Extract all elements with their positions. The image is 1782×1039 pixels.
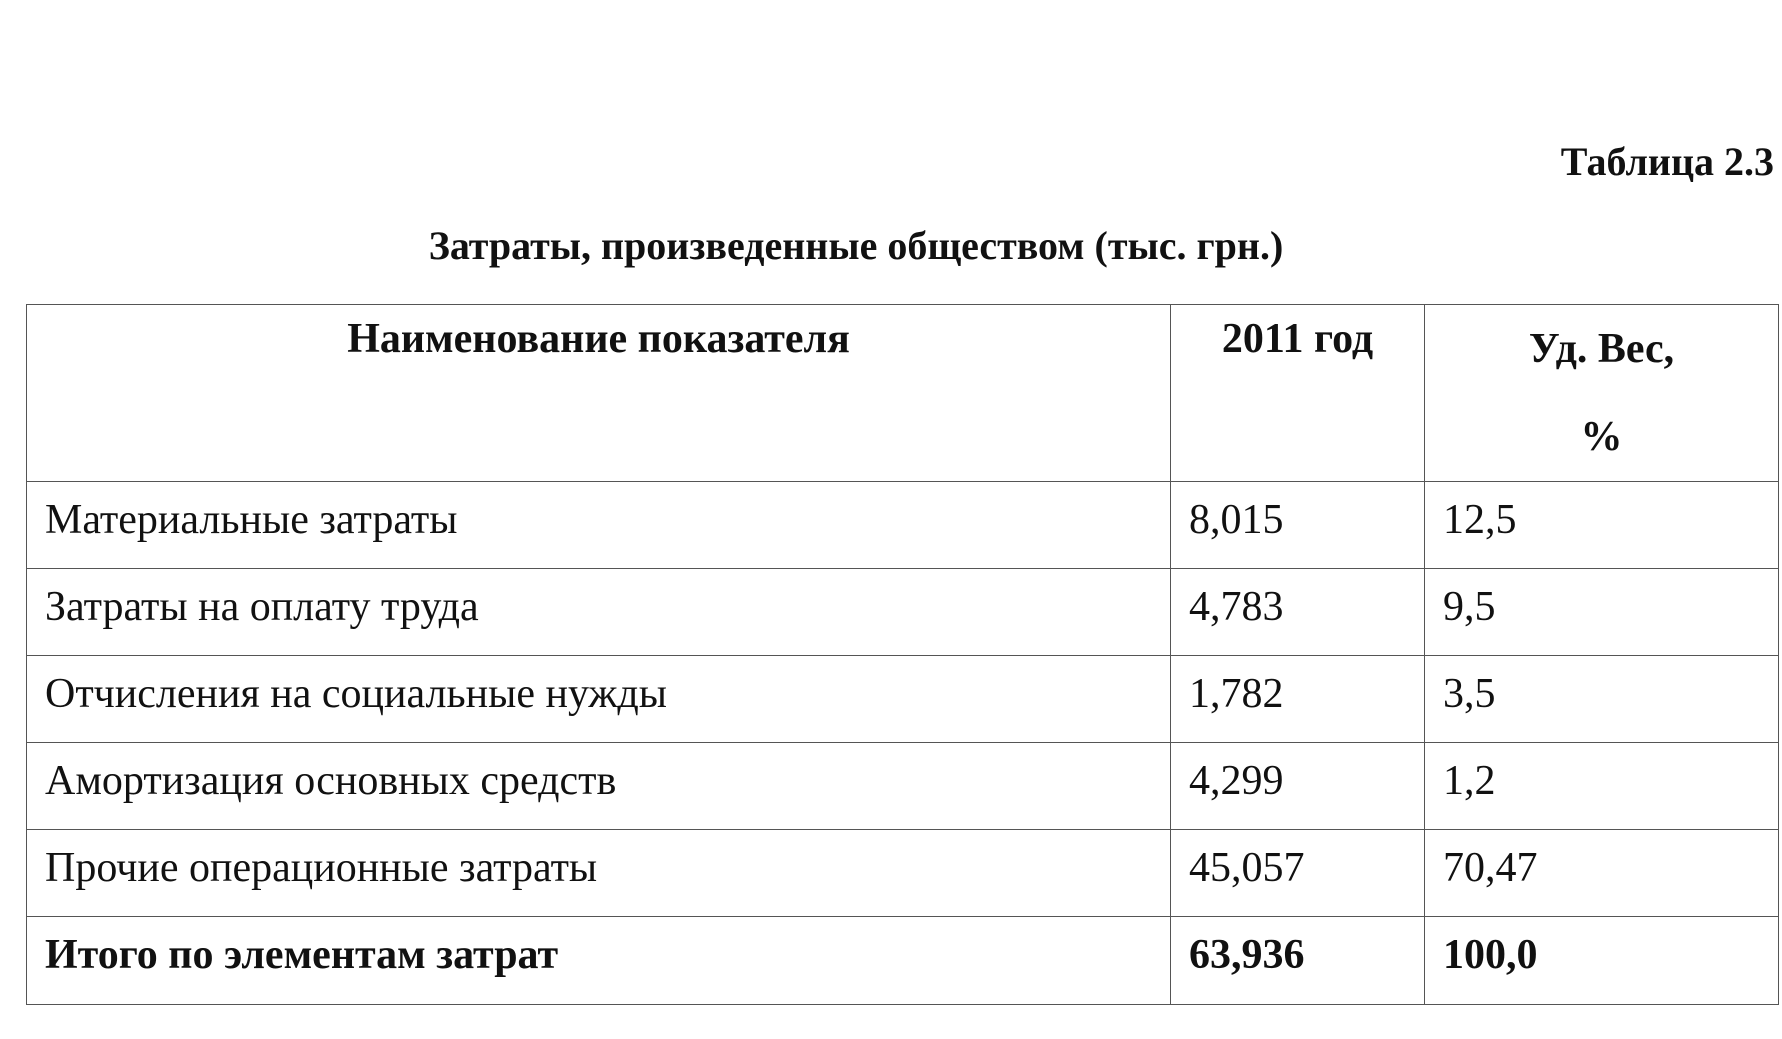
row-weight-value: 12,5 <box>1425 482 1779 569</box>
table-header-row <box>27 305 1779 482</box>
total-year-value: 63,936 <box>1171 917 1425 1005</box>
row-weight-value: 3,5 <box>1425 656 1779 743</box>
table-row <box>27 656 1779 743</box>
row-year-value: 45,057 <box>1171 830 1425 917</box>
header-year: 2011 год <box>1171 305 1425 482</box>
table-row <box>27 743 1779 830</box>
row-name: Затраты на оплату труда <box>27 569 1171 656</box>
total-weight-value: 100,0 <box>1425 917 1779 1005</box>
cost-table <box>26 304 1779 1005</box>
row-year-value: 8,015 <box>1171 482 1425 569</box>
header-weight-line1: Уд. Вес, <box>1528 326 1675 372</box>
row-weight-value: 9,5 <box>1425 569 1779 656</box>
row-weight-value: 1,2 <box>1425 743 1779 830</box>
row-name: Материальные затраты <box>27 482 1171 569</box>
row-year-value: 4,783 <box>1171 569 1425 656</box>
row-name: Прочие операционные затраты <box>27 830 1171 917</box>
header-weight-line2: % <box>1580 414 1623 460</box>
table-number: Таблица 2.3 <box>1560 139 1774 184</box>
header-name: Наименование показателя <box>27 305 1171 482</box>
table-total-row <box>27 917 1779 1005</box>
total-name: Итого по элементам затрат <box>27 917 1171 1005</box>
row-name: Отчисления на социальные нужды <box>27 656 1171 743</box>
table-caption: Затраты, произведенные обществом (тыс. грн.) <box>428 223 1284 268</box>
row-year-value: 4,299 <box>1171 743 1425 830</box>
row-weight-value: 70,47 <box>1425 830 1779 917</box>
table-row <box>27 830 1779 917</box>
row-year-value: 1,782 <box>1171 656 1425 743</box>
header-weight <box>1425 305 1779 482</box>
row-name: Амортизация основных средств <box>27 743 1171 830</box>
table-row <box>27 569 1779 656</box>
table-row <box>27 482 1779 569</box>
